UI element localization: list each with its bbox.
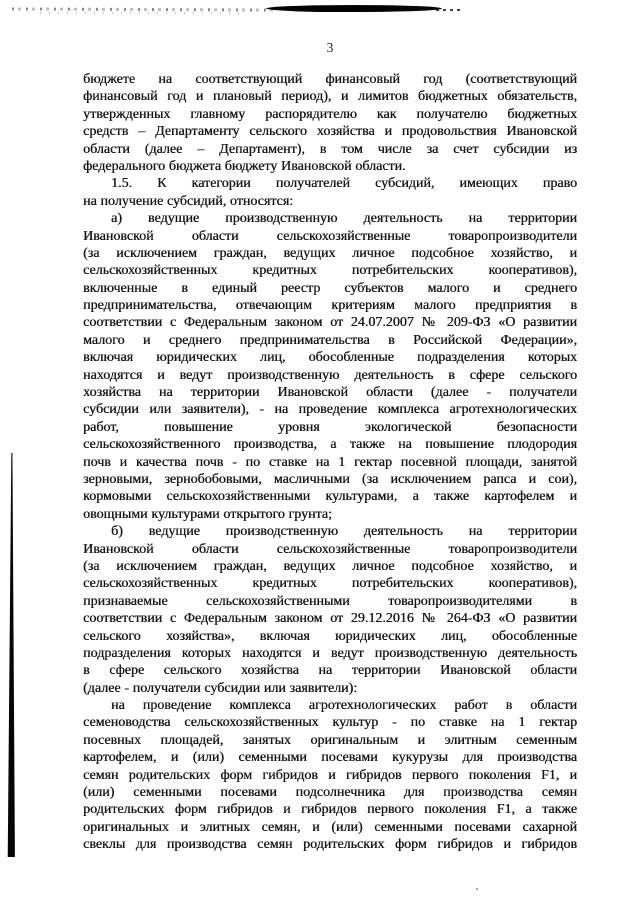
text-line: (за исключением граждан, ведущих личное подсобное хозяйство, и — [83, 245, 577, 261]
scan-spine-shadow-artifact — [7, 453, 16, 857]
text-line: почв и качества почв - по ставке на 1 гектар посевной площади, занятой — [83, 454, 577, 470]
paragraph — [83, 210, 577, 523]
page-number: 3 — [326, 40, 334, 55]
text-line: в сфере сельского хозяйства на территории Ивановской области — [83, 663, 577, 679]
paragraph — [83, 697, 577, 854]
text-line: хозяйства на территории Ивановской области (далее - получатели — [83, 385, 577, 401]
text-line: утвержденных главному распорядителю как получателю бюджетных — [83, 106, 577, 122]
scan-streak-artifact — [266, 5, 442, 12]
text-line: области (далее – Департамент), в том числе за счет субсидии из — [83, 141, 577, 157]
text-line: на проведение комплекса агротехнологических работ в области — [111, 698, 577, 714]
text-line: сельского хозяйства», включая юридических лиц, обособленные — [83, 628, 577, 644]
document-body — [83, 71, 577, 854]
text-line: работ, повышение уровня экологической безопасности — [83, 419, 577, 435]
text-line: сельскохозяйственных кредитных потребительских кооперативов), — [83, 576, 577, 592]
text-line: кормовыми сельскохозяйственными культурами, а также картофелем и — [83, 489, 577, 505]
text-line: а) ведущие производственную деятельность на территории — [111, 211, 577, 227]
text-line: Ивановской области сельскохозяйственные товаропроизводители — [83, 541, 577, 557]
text-line: картофелем, и (или) семенными посевами кукурузы для производства — [83, 750, 577, 766]
scan-streak-artifact — [280, 6, 400, 12]
text-line: признаваемые сельскохозяйственными товаропроизводителями в — [83, 593, 577, 609]
text-line: включая юридических лиц, обособленные подразделения которых — [83, 350, 577, 366]
text-line: находятся и ведут производственную деятельность в сфере сельского — [83, 367, 577, 383]
text-line: средств – Департаменту сельского хозяйства и продовольствия Ивановской — [83, 124, 577, 140]
scan-speckle-trail-artifact — [40, 12, 240, 14]
text-line: б) ведущие производственную деятельность на территории — [111, 524, 577, 540]
text-line: овощными культурами открытого грунта; — [83, 506, 332, 522]
text-line: семян родительских форм гибридов и гибридов первого поколения F1, и — [83, 767, 577, 783]
text-line: (или) семенными посевами подсолнечника для производства семян — [83, 785, 577, 801]
text-line: федерального бюджета бюджету Ивановской области. — [83, 158, 406, 174]
text-line: зерновыми, зернобобовыми, масличными (за исключением рапса и сои), — [83, 471, 577, 487]
text-line: предпринимательства, отвечающим критериям малого предприятия в — [83, 298, 577, 314]
paragraph — [83, 71, 577, 175]
text-line: Ивановской области сельскохозяйственные товаропроизводители — [83, 228, 577, 244]
text-line: сельскохозяйственного производства, а также на повышение плодородия — [83, 437, 577, 453]
text-line: соответствии с Федеральным законом от 29.12.2016 № 264-ФЗ «О развитии — [83, 611, 577, 627]
text-line: свеклы для производства семян родительских форм гибридов и гибридов — [83, 837, 577, 853]
text-line: соответствии с Федеральным законом от 24.07.2007 № 209-ФЗ «О развитии — [83, 315, 577, 331]
text-line: родительских форм гибридов и гибридов первого поколения F1, а также — [83, 802, 577, 818]
text-line: подразделения которых находятся и ведут производственную деятельность — [83, 645, 577, 661]
scan-speckle-trail-artifact — [12, 7, 274, 11]
text-line: субсидии или заявители), - на проведение комплекса агротехнологических — [83, 402, 577, 418]
scan-dot-artifact — [476, 888, 478, 890]
text-line: посевных площадей, занятых оригинальным и элитным семенным — [83, 732, 577, 748]
text-line: на получение субсидий, относятся: — [83, 193, 294, 209]
text-line: 1.5. К категории получателей субсидий, имеющих право — [111, 176, 577, 192]
text-line: оригинальных и элитных семян, и (или) семенными посевами сахарной — [83, 819, 577, 835]
text-line: сельскохозяйственных кредитных потребительских кооперативов), — [83, 263, 577, 279]
text-line: (за исключением граждан, ведущих личное подсобное хозяйство, и — [83, 558, 577, 574]
text-line: финансовый год и плановый период), и лимитов бюджетных обязательств, — [83, 89, 577, 105]
paragraph — [83, 523, 577, 697]
text-line: (далее - получатели субсидии или заявители): — [83, 680, 358, 696]
text-line: включенные в единый реестр субъектов малого и среднего — [83, 280, 577, 296]
text-line: малого и среднего предпринимательства в Российской Федерации», — [83, 332, 577, 348]
paragraph — [83, 175, 577, 210]
text-line: семеноводства сельскохозяйственных культур - по ставке на 1 гектар — [83, 715, 577, 731]
text-line: бюджете на соответствующий финансовый год (соответствующий — [83, 72, 577, 87]
scan-streak-tail-artifact — [436, 9, 464, 11]
